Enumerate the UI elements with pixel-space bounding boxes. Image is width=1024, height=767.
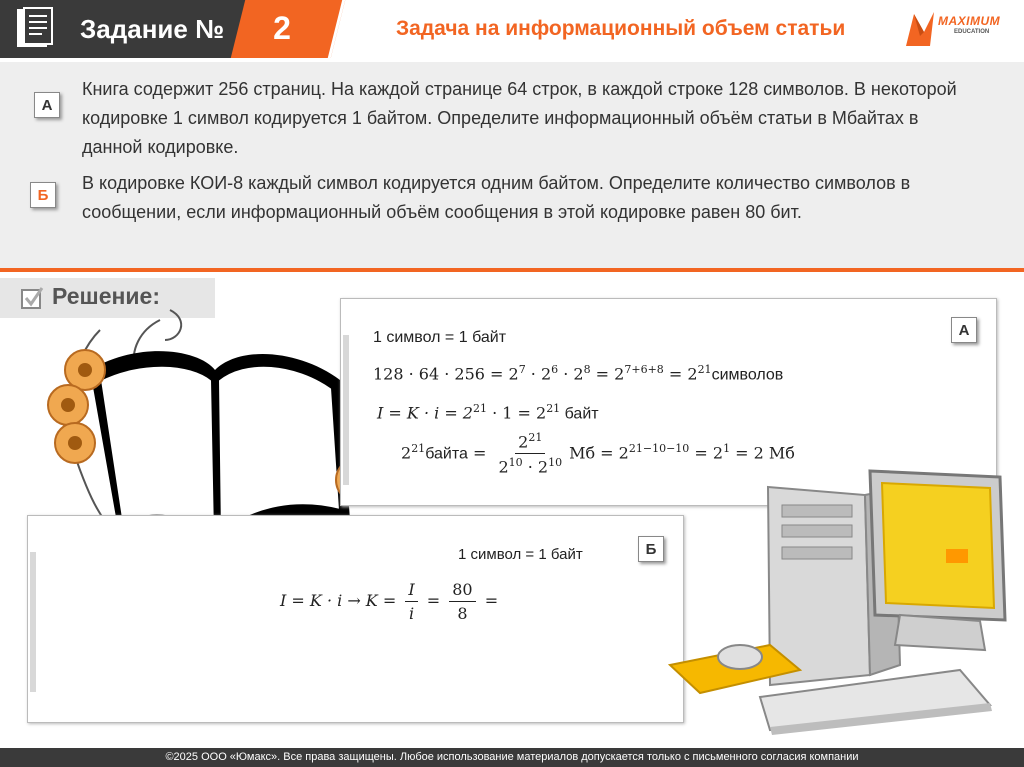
solution-b-side-bar [30, 552, 36, 692]
footer-bar [0, 748, 1024, 767]
task-b-badge: Б [30, 182, 56, 208]
fraction-a: $\frac{2^{21}}{2^{10} \cdot 2^{10}}$ [498, 431, 563, 477]
solution-heading: Решение: [52, 283, 161, 309]
solution-a-line-2: $128 \cdot 64 \cdot 256 = 2^7 \cdot 2^6 \cdot 2^8 = 2^{7+6+8}$ = $2^{21}символов$ [373, 363, 784, 384]
fraction-b1: $\frac{I}{i}$ [405, 580, 417, 623]
logo-subtext: EDUCATION [954, 29, 990, 35]
solution-b-box [27, 515, 684, 723]
solution-b-line-2: I = K · i → K = $\frac{I}{i}$ = $\frac{80}{8}$ = [280, 580, 499, 623]
computer-illustration [660, 465, 1024, 737]
task-a-badge: А [34, 92, 60, 118]
logo-text: MAXIMUM [938, 14, 1001, 28]
task-a-text: Книга содержит 256 страниц. На каждой странице 64 строк, в каждой строке 128 символов. В некоторой кодировке 1 символ кодируется 1 байтом. Определите информационный объём статьи в Мбайтах в данной кодировке. [82, 79, 957, 157]
solution-b-badge: Б [638, 536, 664, 562]
page-title: Задача на информационный объем статьи [396, 17, 846, 40]
task-number: 2 [273, 10, 291, 46]
task-b-text: В кодировке КОИ-8 каждый символ кодируется одним байтом. Определите количество символов в сообщении, если информационный объём сообщения в этой кодировке равен 80 бит. [82, 173, 911, 222]
solution-a-line-3: $I = K \cdot i = 2^{21} \cdot 1 = 2^{21}$ байт [377, 402, 599, 423]
task-label: Задание № [80, 14, 225, 44]
solution-a-badge: А [951, 317, 977, 343]
copyright-text: ©2025 ООО «Юмакс». Все права защищены. Любое использование материалов допускается только с письменного согласия компании [165, 751, 859, 763]
solution-b-line-1: 1 символ = 1 байт [458, 546, 583, 563]
solution-a-side-bar [343, 335, 349, 485]
task-panel [0, 62, 1024, 272]
fraction-b2: $\frac{80}{8}$ [449, 580, 475, 623]
document-icon [14, 6, 58, 52]
solution-a-line-4: $2^{21}байта$ = $\frac{2^{21}}{2^{10} \cdot 2^{10}}$ Мб = $2^{21-10-10} = 2^1 = 2$ Мб [401, 431, 795, 477]
header-bar [0, 0, 1024, 62]
solution-a-line-1: 1 символ = 1 байт [373, 329, 507, 346]
